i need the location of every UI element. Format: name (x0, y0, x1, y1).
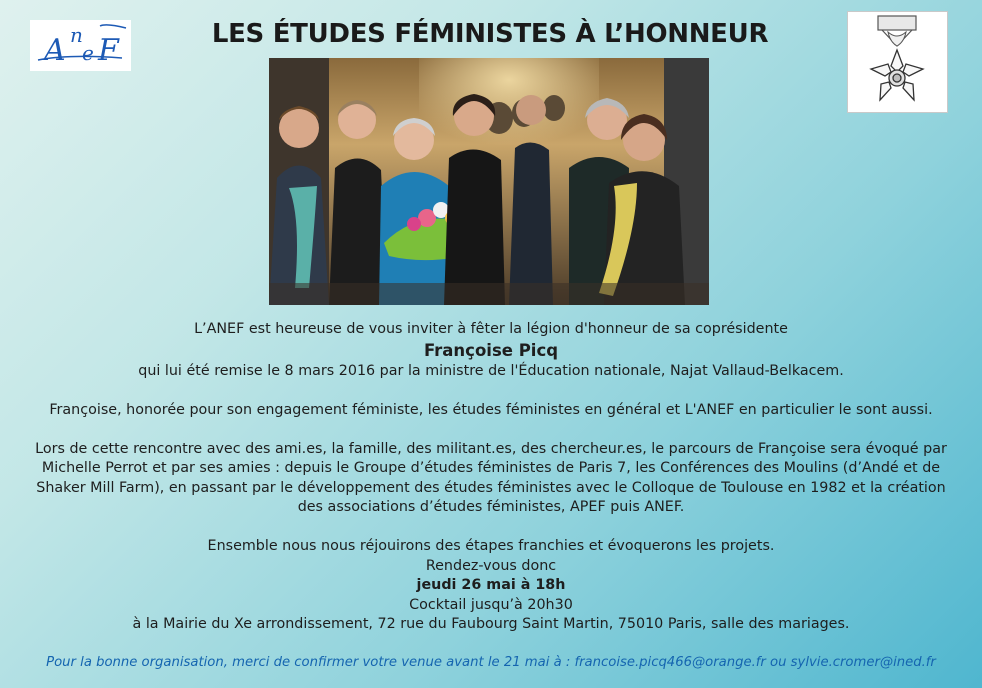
event-date: jeudi 26 mai à 18h (416, 577, 566, 593)
rsvp-note: Pour la bonne organisation, merci de confirmer votre venue avant le 21 mai à : francoise.picq466@orange.fr ou sylvie.cromer@ined.fr (46, 655, 936, 670)
rendezvous-line: Rendez-vous donc (425, 557, 557, 574)
meeting-line: des associations d’études féministes, APEF puis ANEF. (297, 499, 685, 515)
page-title: LES ÉTUDES FÉMINISTES À L’HONNEUR (211, 19, 769, 49)
meeting-line: Shaker Mill Farm), en passant par le développement des études féministes avec le Colloque de Toulouse en 1982 et la création (36, 479, 946, 496)
invitation-text (20, 320, 962, 635)
intro-line: L’ANEF est heureuse de vous inviter à fêter la légion d'honneur de sa coprésidente (194, 321, 788, 337)
legion-of-honour-medal-icon (847, 11, 948, 113)
svg-text:A: A (44, 33, 66, 68)
svg-text:e: e (82, 41, 94, 65)
event-location: à la Mairie du Xe arrondissement, 72 rue du Faubourg Saint Martin, 75010 Paris, salle des mariages. (132, 616, 850, 632)
group-photo (269, 58, 709, 305)
svg-text:F: F (98, 33, 119, 68)
award-line: qui lui été remise le 8 mars 2016 par la ministre de l'Éducation nationale, Najat Vallaud-Belkacem. (138, 362, 844, 379)
together-line: Ensemble nous nous réjouirons des étapes franchies et évoquerons les projets. (207, 538, 775, 554)
honored-paragraph: Françoise, honorée pour son engagement féministe, les études féministes en général et L'ANEF en particulier le sont aussi. (49, 401, 933, 418)
svg-text:n: n (70, 23, 83, 47)
anef-logo (30, 20, 131, 71)
meeting-line: Lors de cette rencontre avec des ami.es, la famille, des militant.es, des chercheur.es, le parcours de Françoise sera évoqué par (35, 440, 947, 457)
medal-graphic (848, 12, 947, 112)
cocktail-line: Cocktail jusqu’à 20h30 (409, 596, 573, 613)
honoree-name: Françoise Picq (423, 340, 559, 360)
anef-logo-graphic (30, 20, 131, 71)
group-photo-graphic (269, 58, 709, 305)
meeting-line: Michelle Perrot et par ses amies : depuis le Groupe d’études féministes de Paris 7, les Conférences des Moulins (d’Andé et de (41, 460, 941, 476)
